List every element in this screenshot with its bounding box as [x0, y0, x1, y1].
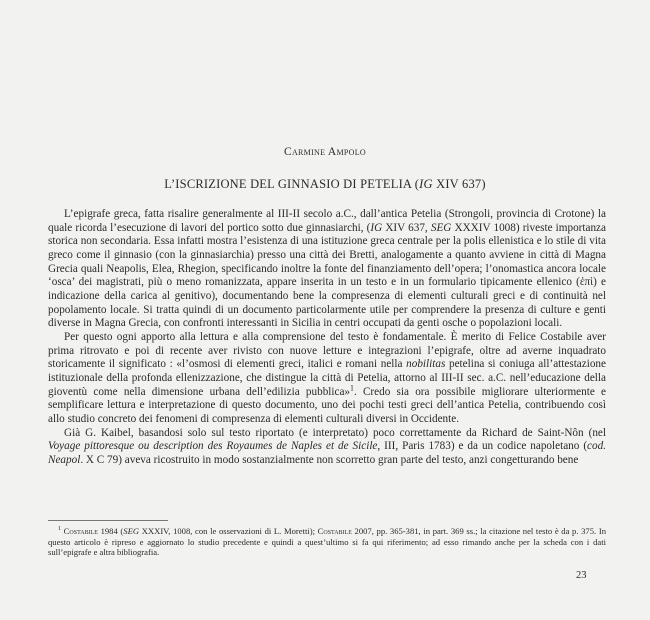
text-run-italic: SEG [430, 221, 452, 234]
title-main: L’ISCRIZIONE DEL GINNASIO DI PETELIA ( [164, 177, 420, 191]
paragraph-3 [48, 427, 606, 468]
footnote-number: 1 [58, 526, 62, 533]
text-run: XXXIV 1008) riveste importanza storica non secondaria. Essa infatti mostra l’esistenza di una istituzione greca centrale per la polis ellenistica e lo stile di vita greco come il ginnasio (con la ginnasiarchia) presso una città dei Bretti, analogamente a quanto avviene in città di Magna Grecia quali Neapolis, Elea, Rhegion, specificando inoltre la fonte del finanziamento dell’opera; l’onomastica ancora locale ‘osca’ dei magistrati, più o meno romanizzata, appare inserita in un testo e in un formulario tipicamente ellenico (ἐπὶ) e indicazione della carica al genitivo), documentando bene la compresenza di elementi culturali greci e di continuità nel popolamento locale. Si tratta quindi di un documento particolarmente utile per comprendere la presenza di culture e genti diverse in Magna Grecia, con confronti interessanti in Sicilia in centri occupati da genti osche o popolazioni locali. [48, 221, 606, 330]
text-run: . X C 79) aveva ricostruito in modo sostanzialmente non scorretto gran parte del testo, anzi congetturando bene [80, 453, 579, 466]
paragraph-2 [48, 331, 606, 427]
footnote-divider [48, 520, 168, 521]
text-run: Già G. Kaibel, basandosi solo sul testo riportato (e interpretato) poco correttamente da Richard de Saint-Nôn (nel [64, 426, 606, 439]
text-run: 2007, pp. 365-381, in part. 369 ss.; la citazione nel testo è da p. 375. In questo articolo è ripreso e aggiornato lo studio precedente e quindi a quest’ultimo si fa qui riferimento; ad esso rimando anche per la scheda con i dati sull’epigrafe e altra bibliografia. [48, 526, 606, 558]
paragraph-1 [48, 208, 606, 331]
text-run: L’epigrafe greca, fatta risalire generalmente al III-II secolo a.C., dall’antica Petelia (Strongoli, provincia di Crotone) la quale ricorda l’esecuzione di lavori del portico sotto due ginnasiarchi, ( [48, 208, 606, 234]
footnote [48, 526, 606, 558]
text-run: Per questo ogni apporto alla lettura e alla comprensione del testo è fondamentale. È merito di Felice Costabile aver prima ritrovato e poi di recente aver rivisto con nuove letture e integrazioni l’epigrafe, oltre ad averne inquadrato storicamente il significato : «l’osmosi di elementi greci, italici e romani nella [48, 330, 606, 371]
footnote-ref[interactable]: 1 [350, 382, 354, 392]
article-title [0, 177, 650, 192]
article-body [48, 208, 606, 467]
text-run: petelina si coniuga all’attestazione istituzionale della profonda ellenizzazione, che distingue la città di Petelia, attorno al III-II sec. a.C. nell’educazione della gioventù come nella dimensione urbana dell’edilizia pubblica» [48, 358, 606, 398]
text-run: XXXIV, 1008, con le osservazioni di L. Moretti); [139, 526, 318, 536]
author-name: Carmine Ampolo [284, 146, 366, 158]
title-ref-rest: XIV 637) [432, 177, 486, 191]
text-run: XIV 637, [382, 221, 431, 234]
text-run-italic: Voyage pittoresque ou description des Royaumes de Naples et de Sicile [48, 440, 378, 453]
text-run-smallcaps: Costabile [317, 526, 352, 536]
page-number: 23 [576, 570, 587, 581]
text-run-italic: cod. Neapol [48, 440, 606, 466]
text-run: . Credo sia ora possibile migliorare ulteriormente e semplificare lettura e interpretazione di questo documento, uno dei pochi testi greci dell’antica Petelia, contribuendo così allo studio concreto dei fenomeni di compresenza di elementi culturali diversi in Occidente. [48, 385, 606, 425]
text-run-italic: SEG [123, 526, 140, 536]
text-run-italic: IG [370, 221, 383, 234]
text-run: 1984 ( [97, 526, 124, 536]
text-run-smallcaps: Costabile [61, 526, 98, 536]
text-run: , III, Paris 1783) e da un codice napoletano ( [377, 440, 588, 453]
title-ref: IG [419, 177, 433, 191]
text-run-italic: nobilitas [406, 358, 446, 371]
